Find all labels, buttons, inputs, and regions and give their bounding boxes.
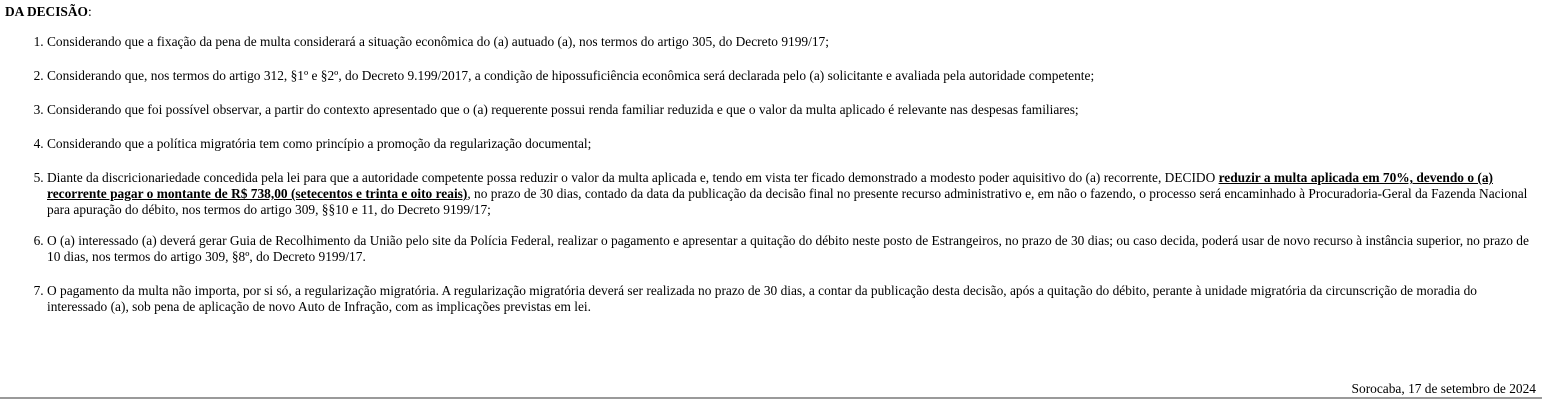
section-heading-colon: : (87, 4, 92, 19)
bottom-divider (0, 397, 1542, 399)
decision-item-5 (47, 170, 1537, 218)
decision-item-4: 4. Considerando que a política migratória tem como princípio a promoção da regularização documental; (47, 136, 1537, 152)
decision-item-2: 2. Considerando que, nos termos do artigo 312, §1º e §2º, do Decreto 9.199/2017, a condição de hipossuficiência econômica será declarada pelo (a) solicitante e avaliada pela autoridade competente; (47, 68, 1537, 84)
decision-item-6: 6. O (a) interessado (a) deverá gerar Guia de Recolhimento da União pelo site da Polícia Federal, realizar o pagamento e apresentar a quitação do débito neste posto de Estrangeiros, no prazo de 30 dias; ou caso decida, poderá usar de novo recurso à instância superior, no prazo de 10 dias, nos termos do artigo 309, §8º, do Decreto 9199/17. (47, 233, 1537, 265)
decision-item-1: 1. Considerando que a fixação da pena de multa considerará a situação econômica do (a) autuado (a), nos termos do artigo 305, do Decreto 9199/17; (47, 34, 1537, 50)
decision-document (5, 4, 1537, 333)
decision-item-5-conditions: , no prazo de 30 dias, contado da data da publicação da decisão final no presente recurso administrativo e, em não o fazendo, o processo será encaminhado à Procuradoria-Geral da Fazenda Nacional para apuração do débito, nos termos do artigo 309, §§10 e 11, do Decreto 9199/17; (47, 186, 1528, 217)
decision-item-5-ruling: reduzir a multa aplicada em 70%, devendo o (a) recorrente pagar o montante de R$ 738,00 (setecentos e trinta e oito reais) (47, 170, 1493, 201)
decision-item-5-intro: Diante da discricionariedade concedida pela lei para que a autoridade competente possa reduzir o valor da multa aplicada e, tendo em vista ter ficado demonstrado a modesto poder aquisitivo do (a) recorrente, DECIDO (47, 170, 1219, 185)
section-heading (5, 4, 1537, 20)
decision-items-list (5, 34, 1537, 315)
section-heading-title: DA DECISÃO (5, 4, 88, 19)
place-and-date: Sorocaba, 17 de setembro de 2024 (1351, 381, 1536, 396)
decision-item-3: 3. Considerando que foi possível observar, a partir do contexto apresentado que o (a) requerente possui renda familiar reduzida e que o valor da multa aplicado é relevante nas despesas familiares; (47, 102, 1537, 118)
decision-item-7: 7. O pagamento da multa não importa, por si só, a regularização migratória. A regularização migratória deverá ser realizada no prazo de 30 dias, a contar da publicação desta decisão, após a quitação do débito, perante à unidade migratória da circunscrição de moradia do interessado (a), sob pena de aplicação de novo Auto de Infração, com as implicações previstas em lei. (47, 283, 1537, 315)
